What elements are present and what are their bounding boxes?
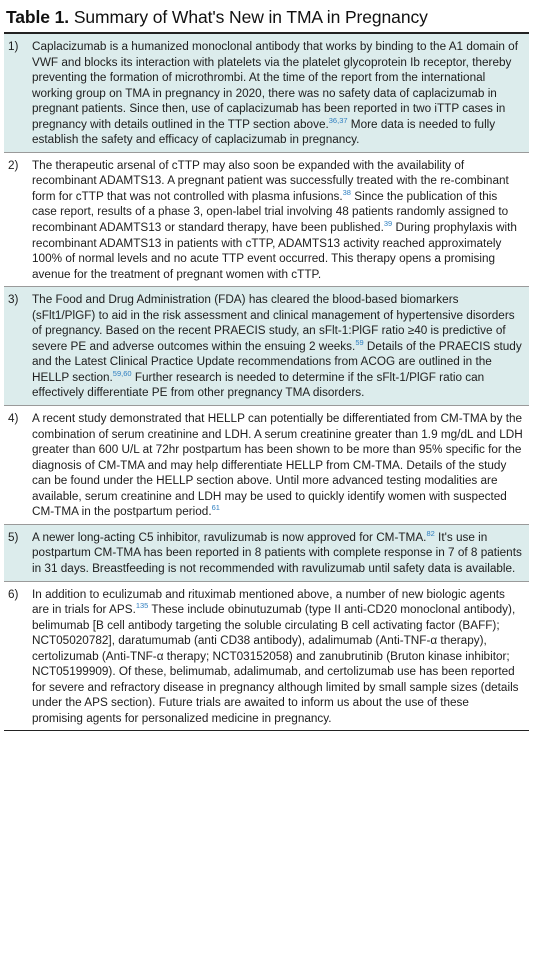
row-text-segment: The Food and Drug Administration (FDA) has cleared the blood-based biomarkers (sFlt1/PlGF) to aid in the risk assessment and clinical management of hypertensive disorders of pregnancy. Based on the recent PRAECIS study, an sFlt-1:PlGF ratio ≥40 is predictive of severe PE and adverse outcomes within the ensuing 2 weeks.: [32, 293, 515, 353]
citation-reference: 82: [426, 528, 435, 538]
row-text: [32, 158, 523, 282]
citation-reference: 39: [383, 219, 393, 229]
table-row: [4, 406, 529, 525]
row-text-segment: Details of the PRAECIS study and the Latest Clinical Practice Update recommendations from ACOG are outlined in the HELLP section.: [32, 339, 522, 384]
row-text-segment: Further research is needed to determine if the sFlt-1/PlGF ratio can effectively differentiate PE from other pregnancy TMA disorders.: [32, 370, 485, 400]
table-title-text: Summary of What's New in TMA in Pregnancy: [73, 7, 428, 27]
citation-reference: 38: [342, 188, 351, 198]
row-number: 2): [8, 158, 19, 172]
table-row: [4, 287, 529, 406]
row-text: [32, 587, 523, 727]
row-text-segment: A newer long-acting C5 inhibitor, ravulizumab is now approved for CM-TMA.: [32, 530, 427, 544]
row-text-segment: Since the publication of this case report, results of a phase 3, open-label trial involving 48 patients randomly assigned to recombinant ADAMTS13 or standard therapy, have been published.: [32, 189, 509, 235]
table-bottom-rule: [4, 730, 529, 731]
row-text: [32, 411, 523, 520]
row-number: 4): [8, 412, 19, 426]
row-text-segment: It's use in postpartum CM-TMA has been reported in 8 patients with complete response in 7 of 8 patients in 31 days. Breastfeeding is not recommended with ravulizumab until safety data is available.: [32, 530, 522, 575]
row-text-segment: A recent study demonstrated that HELLP can potentially be differentiated from CM-TMA by the combination of serum creatinine and LDH. A serum creatinine greater than 1.9 mg/dL and LDH greater than 600 U/L at 72hr postpartum has been shown to be more than 95% specific for the diagnosis of CM-TMA and may help differentiate HELLP from CM-TMA. Details of the study can be found under the HELLP section above. Until more advanced testing modalities are available, serum creatinine and LDH may be used to quickly identify women with suspected CM-TMA in the postpartum period.: [32, 412, 523, 519]
table-row: [4, 153, 529, 287]
table-label: Table 1.: [6, 7, 70, 27]
row-text: [32, 292, 523, 401]
citation-reference: 61: [211, 503, 220, 513]
row-text-segment: Caplacizumab is a humanized monoclonal antibody that works by binding to the A1 domain of VWF and blocks its interaction with platelets via the platelet glycoprotein Ib receptor, thereby preventing the formation of microthrombi. At the time of the report from the international working group on TMA in pregnancy in 2020, there was no safety data of caplacizumab in pregnant patients. Since then, use of caplacizumab has been reported in two iTTP cases in pregnancy with details outlined in the TTP section above.: [32, 40, 518, 131]
row-text: [32, 39, 523, 148]
row-text: [32, 530, 523, 577]
table-row: [4, 34, 529, 153]
citation-reference: 36,37: [328, 115, 348, 125]
table-title: [6, 6, 529, 28]
table-rows: [4, 34, 529, 730]
row-text-segment: In addition to eculizumab and rituximab mentioned above, a number of new biologic agents are in trials for APS.: [32, 587, 505, 617]
row-number: 3): [8, 293, 19, 307]
row-number: 6): [8, 587, 19, 601]
row-text-segment: More data is needed to fully establish the safety and efficacy of caplacizumab in pregnancy.: [32, 117, 496, 147]
citation-reference: 135: [135, 601, 149, 611]
citation-reference: 59: [355, 337, 364, 347]
table-row: [4, 582, 529, 731]
row-text-segment: During prophylaxis with recombinant ADAMTS13 in patients with cTTP, ADAMTS13 activity reached approximately 100% of normal levels and no acute TTP event occurred. This therapy opens a promising avenue for the treatment of pregnant women with cTTP.: [32, 221, 517, 281]
table-row: [4, 525, 529, 582]
row-number: 5): [8, 530, 19, 544]
citation-reference: 59,60: [112, 369, 132, 379]
row-text-segment: The therapeutic arsenal of cTTP may also soon be expanded with the availability of recombinant ADAMTS13. A pregnant patient was successfully treated with the re-combinant form for cTTP that was not controlled with plasma infusions.: [32, 158, 509, 203]
row-text-segment: These include obinutuzumab (type II anti-CD20 monoclonal antibody), belimumab [B cell antibody targeting the soluble circulating B cell activating factor (BAFF); NCT05020782], daratumumab (anti CD38 antibody), adalimumab (Anti-TNF-α therapy), certolizumab (Anti-TNF-α therapy; NCT03152058) and zanubrutinib (Bruton kinase inhibitor; NCT05199909). Of these, belimumab, adalimumab, and certolizumab use has been reported for severe and refractory disease in pregnancy although limited by small sample sizes (details under the APS section). Future trials are awaited to inform us about the use of these promising agents for personalized medicine in pregnancy.: [32, 603, 519, 725]
row-number: 1): [8, 40, 19, 53]
